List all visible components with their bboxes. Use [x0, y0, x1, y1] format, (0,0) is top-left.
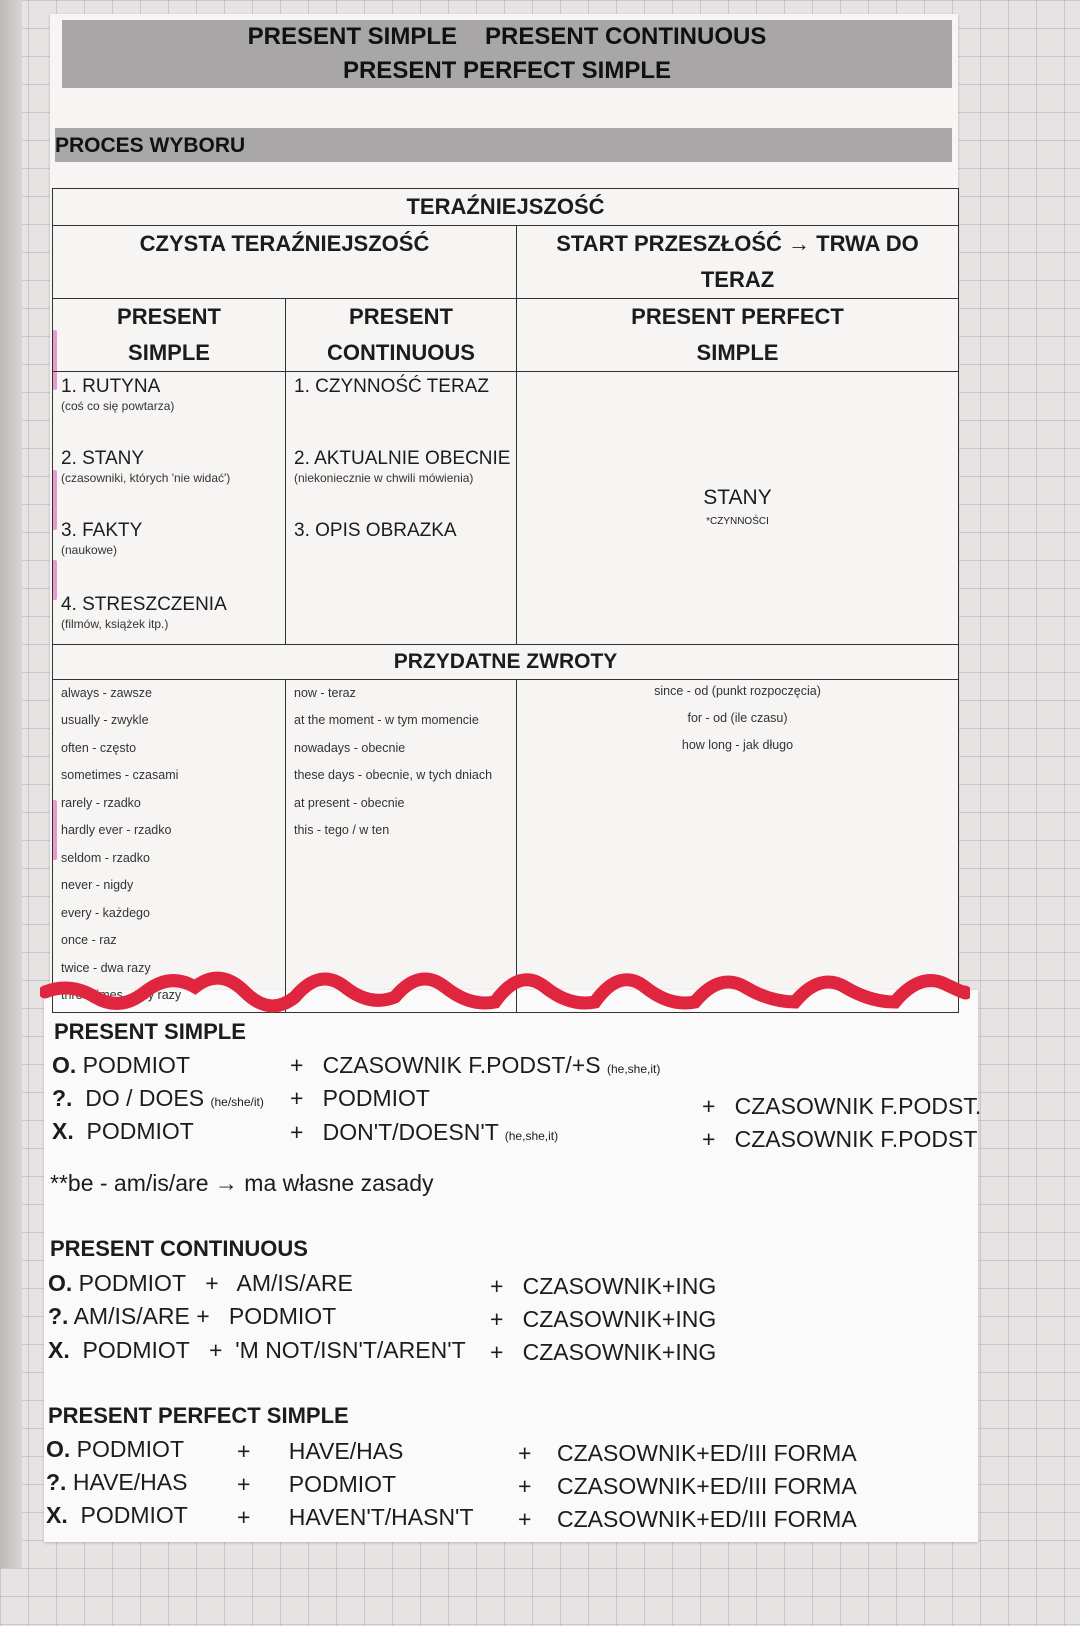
- phrase-item: once - raz: [61, 933, 117, 947]
- phrase-item: rarely - rzadko: [61, 796, 141, 810]
- formula-row: + PODMIOT: [290, 1085, 430, 1111]
- use-item: STANY *CZYNNOŚCI: [703, 486, 772, 527]
- phrase-item: often - często: [61, 741, 137, 755]
- phrase-item: this - tego / w ten: [294, 823, 390, 837]
- table-top-header: TERAŹNIEJSZOŚĆ: [53, 189, 959, 226]
- formula-row: + CZASOWNIK+ED/III FORMA: [518, 1440, 857, 1466]
- phrase-item: nowadays - obecnie: [294, 741, 406, 755]
- use-item: 2. STANY (czasowniki, których 'nie widać'): [61, 448, 231, 485]
- column-header-present-continuous: PRESENT CONTINUOUS: [286, 299, 517, 372]
- present-continuous-uses: [286, 372, 517, 645]
- use-item: 4. STRESZCZENIA (filmów, książek itp.): [61, 594, 227, 631]
- formula-row: ?. AM/IS/ARE + PODMIOT: [48, 1303, 337, 1329]
- formula-row: X. PODMIOT: [52, 1118, 194, 1144]
- phrase-item: at the moment - w tym momencie: [294, 713, 479, 727]
- formula-row: X. PODMIOT + 'M NOT/ISN'T/AREN'T: [48, 1337, 466, 1363]
- phrase-item: seldom - rzadko: [61, 851, 150, 865]
- formula-row: + CZASOWNIK+ING: [490, 1273, 717, 1299]
- phrase-item: every - każdego: [61, 906, 150, 920]
- formula-row: + DON'T/DOESN'T (he,she,it): [290, 1119, 559, 1145]
- formula-row: + HAVE/HAS: [237, 1438, 404, 1464]
- phrase-item: at present - obecnie: [294, 796, 405, 810]
- phrase-item: now - teraz: [294, 686, 356, 700]
- section-label: PROCES WYBORU: [55, 128, 952, 162]
- formula-row: O. PODMIOT: [52, 1052, 191, 1078]
- formula-row: O. PODMIOT: [46, 1436, 185, 1462]
- formula-row: + CZASOWNIK+ED/III FORMA: [518, 1506, 857, 1532]
- formula-row: + PODMIOT: [237, 1471, 397, 1497]
- formula-row: + CZASOWNIK+ED/III FORMA: [518, 1473, 857, 1499]
- phrase-item: for - od (ile czasu): [687, 711, 788, 725]
- formula-row: ?. DO / DOES (he/she/it): [52, 1085, 264, 1111]
- phrase-item: these days - obecnie, w tych dniach: [294, 768, 493, 782]
- present-simple-uses: [53, 372, 286, 645]
- phrase-item: three times - trzy razy: [61, 988, 182, 1002]
- formula-present-perfect-title: PRESENT PERFECT SIMPLE: [48, 1403, 349, 1428]
- group-header-past-to-now: START PRZESZŁOŚĆ → TRWA DO TERAZ: [517, 226, 959, 299]
- present-perfect-uses: [517, 372, 959, 645]
- phrase-item: sometimes - czasami: [61, 768, 179, 782]
- red-wavy-divider: [40, 962, 970, 1022]
- phrase-item: usually - zwykle: [61, 713, 149, 727]
- column-header-present-simple: PRESENT SIMPLE: [53, 299, 286, 372]
- formula-row: ?. HAVE/HAS: [46, 1469, 188, 1495]
- phrase-item: since - od (punkt rozpoczęcia): [654, 684, 821, 698]
- page-title: [62, 20, 952, 88]
- use-item: 1. RUTYNA (coś co się powtarza): [61, 376, 175, 413]
- notebook-binding: [0, 0, 22, 1568]
- formula-row: + CZASOWNIK+ING: [490, 1306, 717, 1332]
- formula-present-simple-title: PRESENT SIMPLE: [54, 1019, 246, 1044]
- phrases-header: PRZYDATNE ZWROTY: [53, 645, 959, 680]
- phrase-item: never - nigdy: [61, 878, 134, 892]
- title-present-simple: PRESENT SIMPLE: [247, 23, 457, 50]
- formula-row: + CZASOWNIK F.PODST/+S (he,she,it): [290, 1052, 661, 1078]
- use-item: 3. OPIS OBRAZKA: [294, 520, 457, 541]
- tense-table: [52, 188, 959, 1013]
- formula-row: + HAVEN'T/HASN'T: [237, 1504, 474, 1530]
- use-item: 3. FAKTY (naukowe): [61, 520, 143, 557]
- title-present-perfect: PRESENT PERFECT SIMPLE: [342, 57, 672, 84]
- be-note: **be - am/is/are → ma własne zasady: [50, 1170, 434, 1196]
- group-header-pure-present: CZYSTA TERAŹNIEJSZOŚĆ: [53, 226, 517, 299]
- formula-present-continuous-title: PRESENT CONTINUOUS: [50, 1236, 308, 1261]
- formula-row: + CZASOWNIK+ING: [490, 1339, 717, 1365]
- formula-row: X. PODMIOT: [46, 1502, 188, 1528]
- formula-row: + CZASOWNIK F.PODST: [702, 1126, 978, 1152]
- phrase-item: always - zawsze: [61, 686, 152, 700]
- title-present-continuous: PRESENT CONTINUOUS: [485, 23, 767, 50]
- use-item: 1. CZYNNOŚĆ TERAZ: [294, 376, 489, 397]
- formula-row: O. PODMIOT + AM/IS/ARE: [48, 1270, 353, 1296]
- phrase-item: hardly ever - rzadko: [61, 823, 172, 837]
- column-header-present-perfect: PRESENT PERFECT SIMPLE: [517, 299, 959, 372]
- phrase-item: how long - jak długo: [681, 738, 794, 752]
- use-item: 2. AKTUALNIE OBECNIE (niekoniecznie w chwili mówienia): [294, 448, 511, 485]
- formula-row: + CZASOWNIK F.PODST.: [702, 1093, 982, 1119]
- phrase-item: twice - dwa razy: [61, 961, 151, 975]
